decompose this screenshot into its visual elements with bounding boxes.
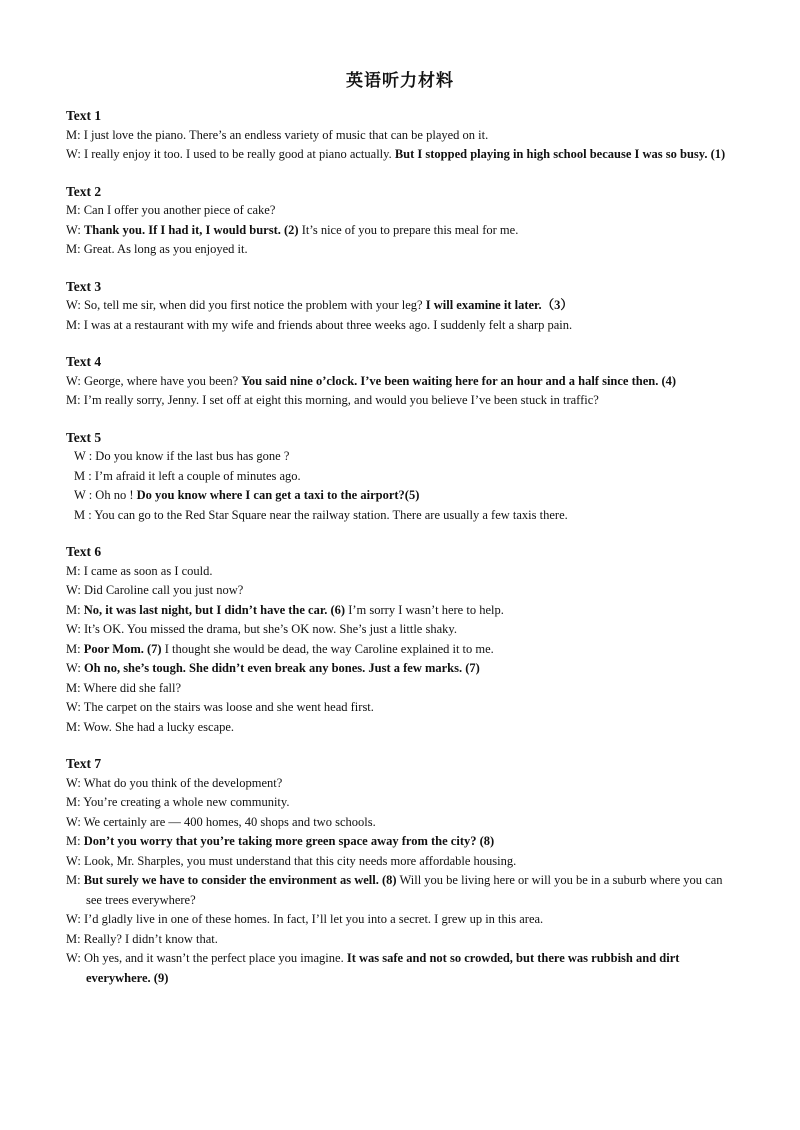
dialogue-text: Can I offer you another piece of cake?: [83, 203, 276, 217]
dialogue-line: [66, 774, 736, 794]
text-section: [66, 352, 736, 411]
answer-key-text: I will examine it later.（3）: [425, 298, 573, 312]
dialogue-line: [74, 486, 736, 506]
dialogue-line: [66, 813, 736, 833]
dialogue-line: [66, 201, 736, 221]
dialogue-text: It’s nice of you to prepare this meal for me.: [298, 222, 519, 237]
dialogue-text: Great. As long as you enjoyed it.: [83, 242, 248, 256]
dialogue-line: [66, 145, 736, 165]
dialogue-line: [66, 871, 736, 910]
speaker-label: M:: [66, 393, 81, 407]
dialogue-line: [66, 718, 736, 738]
speaker-label: M:: [66, 127, 81, 142]
speaker-label: M:: [66, 719, 81, 734]
section-heading: Text 5: [66, 429, 102, 445]
speaker-label: M :: [74, 468, 92, 483]
dialogue-line: [66, 391, 736, 411]
dialogue-line: [66, 126, 736, 146]
speaker-label: W:: [66, 700, 81, 714]
dialogue-line: [66, 296, 736, 316]
speaker-label: W:: [66, 853, 81, 868]
speaker-label: M:: [66, 680, 81, 695]
answer-key-text: But I stopped playing in high school because I was so busy. (1): [394, 147, 726, 161]
dialogue-line: [66, 793, 736, 813]
answer-key-text: Oh no, she’s tough. She didn’t even break any bones. Just a few marks. (7): [83, 661, 480, 675]
speaker-label: M:: [66, 602, 81, 617]
speaker-label: M:: [66, 931, 81, 946]
dialogue-line: [66, 581, 736, 601]
answer-key-text: Poor Mom. (7): [83, 641, 162, 656]
answer-key-text: Do you know where I can get a taxi to the airport?(5): [136, 488, 420, 502]
dialogue-line: [66, 620, 736, 640]
speaker-label: W:: [66, 622, 81, 636]
speaker-label: M:: [66, 641, 81, 656]
text-section: [66, 277, 736, 336]
dialogue-line: [74, 506, 736, 526]
speaker-label: M:: [66, 873, 81, 887]
dialogue-text: Did Caroline call you just now?: [83, 583, 244, 597]
speaker-label: W:: [66, 147, 81, 161]
answer-key-text: Don’t you worry that you’re taking more green space away from the city? (8): [83, 834, 495, 848]
dialogue-line: [66, 852, 736, 872]
dialogue-text: I’m sorry I wasn’t here to help.: [345, 602, 504, 617]
dialogue-text: I’d gladly live in one of these homes. In fact, I’ll let you into a secret. I grew up in this area.: [83, 912, 544, 926]
dialogue-text: The carpet on the stairs was loose and she went head first.: [83, 700, 374, 714]
speaker-label: W:: [66, 583, 81, 597]
speaker-label: W:: [66, 912, 81, 926]
section-heading: Text 3: [66, 278, 102, 294]
dialogue-line: [66, 562, 736, 582]
text-section: [66, 182, 736, 260]
speaker-label: W:: [66, 298, 81, 312]
dialogue-text: Really? I didn’t know that.: [83, 931, 218, 946]
dialogue-line: [66, 698, 736, 718]
dialogue-text: Oh yes, and it wasn’t the perfect place you imagine.: [83, 951, 347, 965]
dialogue-text: Do you know if the last bus has gone ?: [95, 449, 290, 463]
speaker-label: W:: [66, 775, 81, 790]
section-heading: Text 6: [66, 544, 102, 559]
dialogue-line: [66, 659, 736, 679]
dialogue-text: Wow. She had a lucky escape.: [83, 719, 235, 734]
dialogue-line: [66, 930, 736, 950]
dialogue-text: I thought she would be dead, the way Caroline explained it to me.: [161, 641, 494, 656]
dialogue-text: We certainly are — 400 homes, 40 shops and two schools.: [83, 814, 376, 829]
speaker-label: W:: [66, 222, 81, 237]
speaker-label: M:: [66, 834, 81, 848]
dialogue-line: [66, 832, 736, 852]
speaker-label: M:: [66, 242, 81, 256]
dialogue-text: I was at a restaurant with my wife and friends about three weeks ago. I suddenly felt a sharp pain.: [83, 317, 573, 332]
dialogue-line: [66, 949, 736, 988]
speaker-label: W :: [74, 449, 93, 463]
dialogue-text: So, tell me sir, when did you first notice the problem with your leg?: [83, 298, 426, 312]
dialogue-text: Look, Mr. Sharples, you must understand that this city needs more affordable housing.: [83, 853, 517, 868]
dialogue-line: [74, 447, 736, 467]
answer-key-text: No, it was last night, but I didn’t have the car. (6): [83, 602, 346, 617]
dialogue-line: [66, 640, 736, 660]
dialogue-line: [66, 240, 736, 260]
dialogue-text: It’s OK. You missed the drama, but she’s OK now. She’s just a little shaky.: [83, 622, 457, 636]
text-section: [66, 754, 736, 988]
answer-key-text: But surely we have to consider the environment as well. (8): [83, 873, 397, 887]
dialogue-text: I’m afraid it left a couple of minutes ago.: [94, 468, 301, 483]
speaker-label: W:: [66, 373, 81, 388]
text-section: [66, 542, 736, 737]
speaker-label: W:: [66, 814, 81, 829]
dialogue-text: I’m really sorry, Jenny. I set off at eight this morning, and would you believe I’ve been stuck in traffic?: [83, 393, 599, 407]
dialogue-text: Where did she fall?: [83, 680, 182, 695]
speaker-label: M:: [66, 317, 81, 332]
dialogue-text: Will you be living here or will you be in a suburb where you can see trees everywhere?: [86, 873, 723, 907]
speaker-label: M:: [66, 563, 81, 578]
dialogue-line: [66, 372, 736, 392]
dialogue-text: I came as soon as I could.: [83, 563, 213, 578]
speaker-label: M:: [66, 795, 81, 809]
dialogue-line: [66, 601, 736, 621]
speaker-label: M:: [66, 203, 81, 217]
dialogue-text: What do you think of the development?: [83, 775, 283, 790]
speaker-label: M :: [74, 507, 92, 522]
section-heading: Text 4: [66, 354, 102, 369]
section-heading: Text 7: [66, 756, 102, 771]
page-title: 英语听力材料: [346, 71, 454, 91]
dialogue-text: I just love the piano. There’s an endless variety of music that can be played on it.: [83, 127, 489, 142]
section-heading: Text 2: [66, 183, 102, 199]
text-section: [66, 428, 736, 526]
answer-key-text: It was safe and not so crowded, but there was rubbish and dirt everywhere. (9): [86, 951, 680, 985]
dialogue-text: Oh no !: [95, 488, 137, 502]
dialogue-text: I really enjoy it too. I used to be really good at piano actually.: [83, 147, 395, 161]
dialogue-line: [74, 467, 736, 487]
speaker-label: W:: [66, 661, 81, 675]
dialogue-line: [66, 221, 736, 241]
dialogue-line: [66, 316, 736, 336]
dialogue-text: You’re creating a whole new community.: [83, 795, 290, 809]
dialogue-text: George, where have you been?: [83, 373, 242, 388]
transcript-body: [66, 106, 736, 1005]
text-section: [66, 106, 736, 165]
dialogue-text: You can go to the Red Star Square near the railway station. There are usually a few taxis there.: [94, 507, 568, 522]
answer-key-text: Thank you. If I had it, I would burst. (2): [83, 222, 299, 237]
section-heading: Text 1: [66, 108, 102, 123]
dialogue-line: [66, 679, 736, 699]
answer-key-text: You said nine o’clock. I’ve been waiting here for an hour and a half since then. (4): [241, 373, 677, 388]
dialogue-line: [66, 910, 736, 930]
speaker-label: W :: [74, 488, 93, 502]
speaker-label: W:: [66, 951, 81, 965]
